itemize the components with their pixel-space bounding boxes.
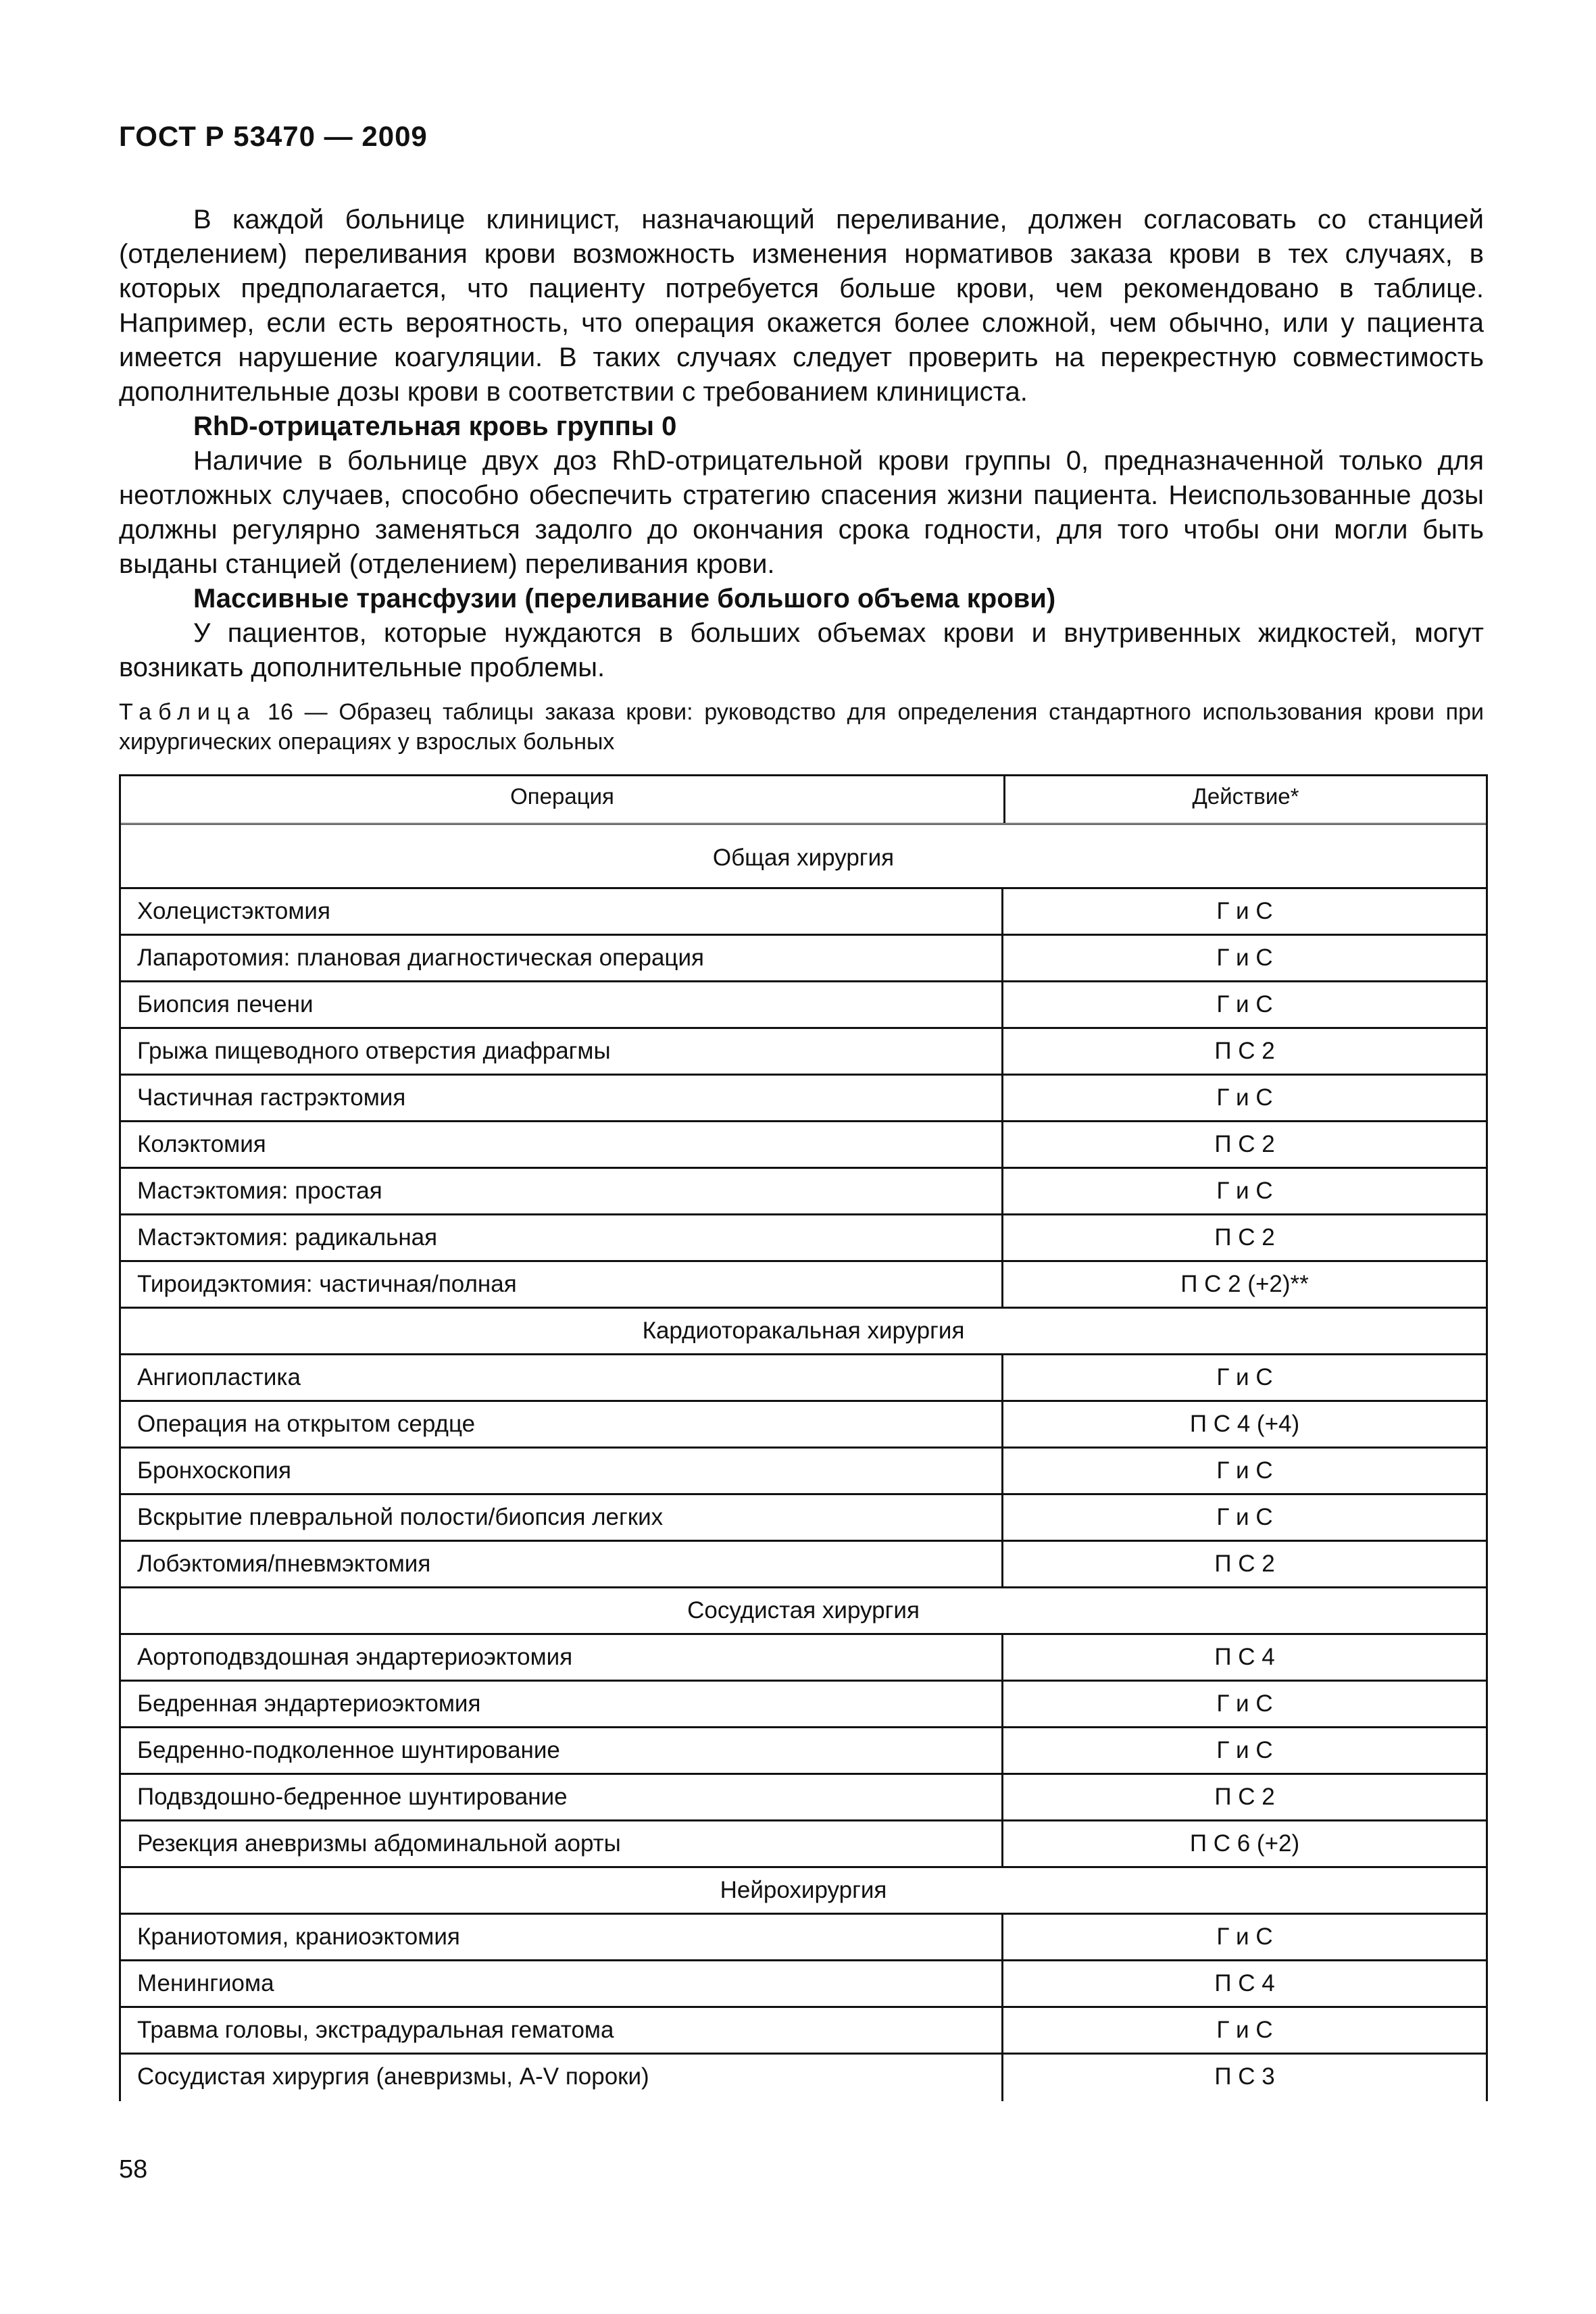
blood-order-table <box>119 774 1488 2101</box>
operation-cell: Грыжа пищеводного отверстия диафрагмы <box>121 1029 1003 1074</box>
action-cell: Г и С <box>1216 1923 1273 1950</box>
operation-cell: Вскрытие плевральной полости/биопсия легких <box>121 1495 1003 1540</box>
action-cell: П С 2 <box>1214 1784 1275 1810</box>
table-section-title: Общая хирургия <box>121 829 1486 889</box>
table-row <box>121 1215 1486 1262</box>
operation-cell: Мастэктомия: простая <box>121 1169 1003 1213</box>
table-row <box>121 1402 1486 1449</box>
action-cell: Г и С <box>1216 1364 1273 1390</box>
operation-cell: Аортоподвздошная эндартериоэктомия <box>121 1635 1003 1680</box>
operation-cell: Бронхоскопия <box>121 1449 1003 1493</box>
operation-cell: Менингиома <box>121 1961 1003 2006</box>
table-row <box>121 1449 1486 1495</box>
table-row <box>121 1775 1486 1821</box>
paragraph: Наличие в больнице двух доз RhD-отрицательной крови группы 0, предназначенной только для неотложных случаев, способно обеспечить стратегию спасения жизни пациента. Неиспользованные дозы должны регулярно заменяться задолго до окончания срока годности, для того чтобы они могли быть выданы станцией (отделением) переливания крови. <box>119 446 1484 579</box>
operation-cell: Частичная гастрэктомия <box>121 1076 1003 1120</box>
table-caption-text: 16 — Образец таблицы заказа крови: руководство для определения стандартного использования крови при хирургических операциях у взрослых больных <box>119 699 1484 755</box>
action-cell: П С 4 (+4) <box>1189 1411 1300 1437</box>
table-caption-prefix: Таблица <box>119 699 257 725</box>
table-row <box>121 1355 1486 1402</box>
table-row <box>121 1542 1486 1588</box>
table-caption <box>119 697 1484 757</box>
table-row <box>121 1076 1486 1122</box>
action-cell: Г и С <box>1216 1178 1273 1204</box>
table-header-row <box>121 776 1486 825</box>
table-row <box>121 1915 1486 1961</box>
body-text <box>119 203 1484 685</box>
action-cell: Г и С <box>1216 1737 1273 1763</box>
operation-cell: Сосудистая хирургия (аневризмы, A-V пороки) <box>121 2055 1003 2101</box>
paragraph: В каждой больнице клиницист, назначающий переливание, должен согласовать со станцией (отделением) переливания крови возможность изменения нормативов заказа крови в тех случаях, в которых предполагается, что пациенту потребуется больше крови, чем рекомендовано в таблице. Например, если есть вероятность, что операция окажется более сложной, чем обычно, или у пациента имеется нарушение коагуляции. В таких случаях следует проверить на перекрестную совместимость дополнительные дозы крови в соответствии с требованием клинициста. <box>119 205 1484 407</box>
table-section-title: Нейрохирургия <box>121 1868 1486 1915</box>
operation-cell: Подвздошно-бедренное шунтирование <box>121 1775 1003 1819</box>
table-row <box>121 936 1486 982</box>
subheading: Массивные трансфузии (переливание большого объема крови) <box>193 584 1056 613</box>
action-cell: Г и С <box>1216 1504 1273 1530</box>
table-row <box>121 1029 1486 1076</box>
operation-cell: Резекция аневризмы абдоминальной аорты <box>121 1821 1003 1866</box>
action-cell: П С 2 <box>1214 1038 1275 1064</box>
action-cell: П С 2 (+2)** <box>1180 1271 1309 1297</box>
table-body <box>121 829 1486 2101</box>
action-cell: Г и С <box>1216 1084 1273 1111</box>
operation-cell: Травма головы, экстрадуральная гематома <box>121 2008 1003 2053</box>
operation-cell: Лапаротомия: плановая диагностическая операция <box>121 936 1003 980</box>
header-operation: Операция <box>121 776 1005 823</box>
action-cell: П С 2 <box>1214 1131 1275 1157</box>
paragraph: У пациентов, которые нуждаются в больших объемах крови и внутривенных жидкостей, могут возникать дополнительные проблемы. <box>119 618 1484 682</box>
operation-cell: Ангиопластика <box>121 1355 1003 1400</box>
table-section-title: Кардиоторакальная хирургия <box>121 1309 1486 1355</box>
table-section-title: Сосудистая хирургия <box>121 1588 1486 1635</box>
action-cell: П С 2 <box>1214 1551 1275 1577</box>
action-cell: Г и С <box>1216 1457 1273 1484</box>
action-cell: П С 3 <box>1214 2063 1275 2090</box>
table-row <box>121 1682 1486 1728</box>
action-cell: Г и С <box>1216 2017 1273 2043</box>
operation-cell: Лобэктомия/пневмэктомия <box>121 1542 1003 1586</box>
table-row <box>121 1821 1486 1868</box>
table-row <box>121 1122 1486 1169</box>
action-cell: Г и С <box>1216 898 1273 924</box>
table-row <box>121 1728 1486 1775</box>
operation-cell: Холецистэктомия <box>121 889 1003 934</box>
table-row <box>121 1961 1486 2008</box>
table-row <box>121 1262 1486 1309</box>
operation-cell: Операция на открытом сердце <box>121 1402 1003 1447</box>
table-row <box>121 1635 1486 1682</box>
operation-cell: Бедренно-подколенное шунтирование <box>121 1728 1003 1773</box>
table-row <box>121 889 1486 936</box>
table-row <box>121 1495 1486 1542</box>
action-cell: П С 4 <box>1214 1644 1275 1670</box>
action-cell: П С 4 <box>1214 1970 1275 1996</box>
action-cell: Г и С <box>1216 945 1273 971</box>
action-cell: П С 2 <box>1214 1224 1275 1251</box>
operation-cell: Биопсия печени <box>121 982 1003 1027</box>
table-row <box>121 982 1486 1029</box>
operation-cell: Колэктомия <box>121 1122 1003 1167</box>
action-cell: Г и С <box>1216 991 1273 1017</box>
subheading: RhD-отрицательная кровь группы 0 <box>193 411 677 441</box>
table-row <box>121 2055 1486 2101</box>
action-cell: Г и С <box>1216 1690 1273 1717</box>
document-code: ГОСТ Р 53470 — 2009 <box>119 120 428 152</box>
table-row <box>121 1169 1486 1215</box>
operation-cell: Тироидэктомия: частичная/полная <box>121 1262 1003 1307</box>
page-number: 58 <box>119 2155 148 2184</box>
operation-cell: Мастэктомия: радикальная <box>121 1215 1003 1260</box>
action-cell: П С 6 (+2) <box>1189 1830 1300 1857</box>
header-action: Действие* <box>1192 784 1299 809</box>
operation-cell: Бедренная эндартериоэктомия <box>121 1682 1003 1726</box>
operation-cell: Краниотомия, краниоэктомия <box>121 1915 1003 1959</box>
table-row <box>121 2008 1486 2055</box>
